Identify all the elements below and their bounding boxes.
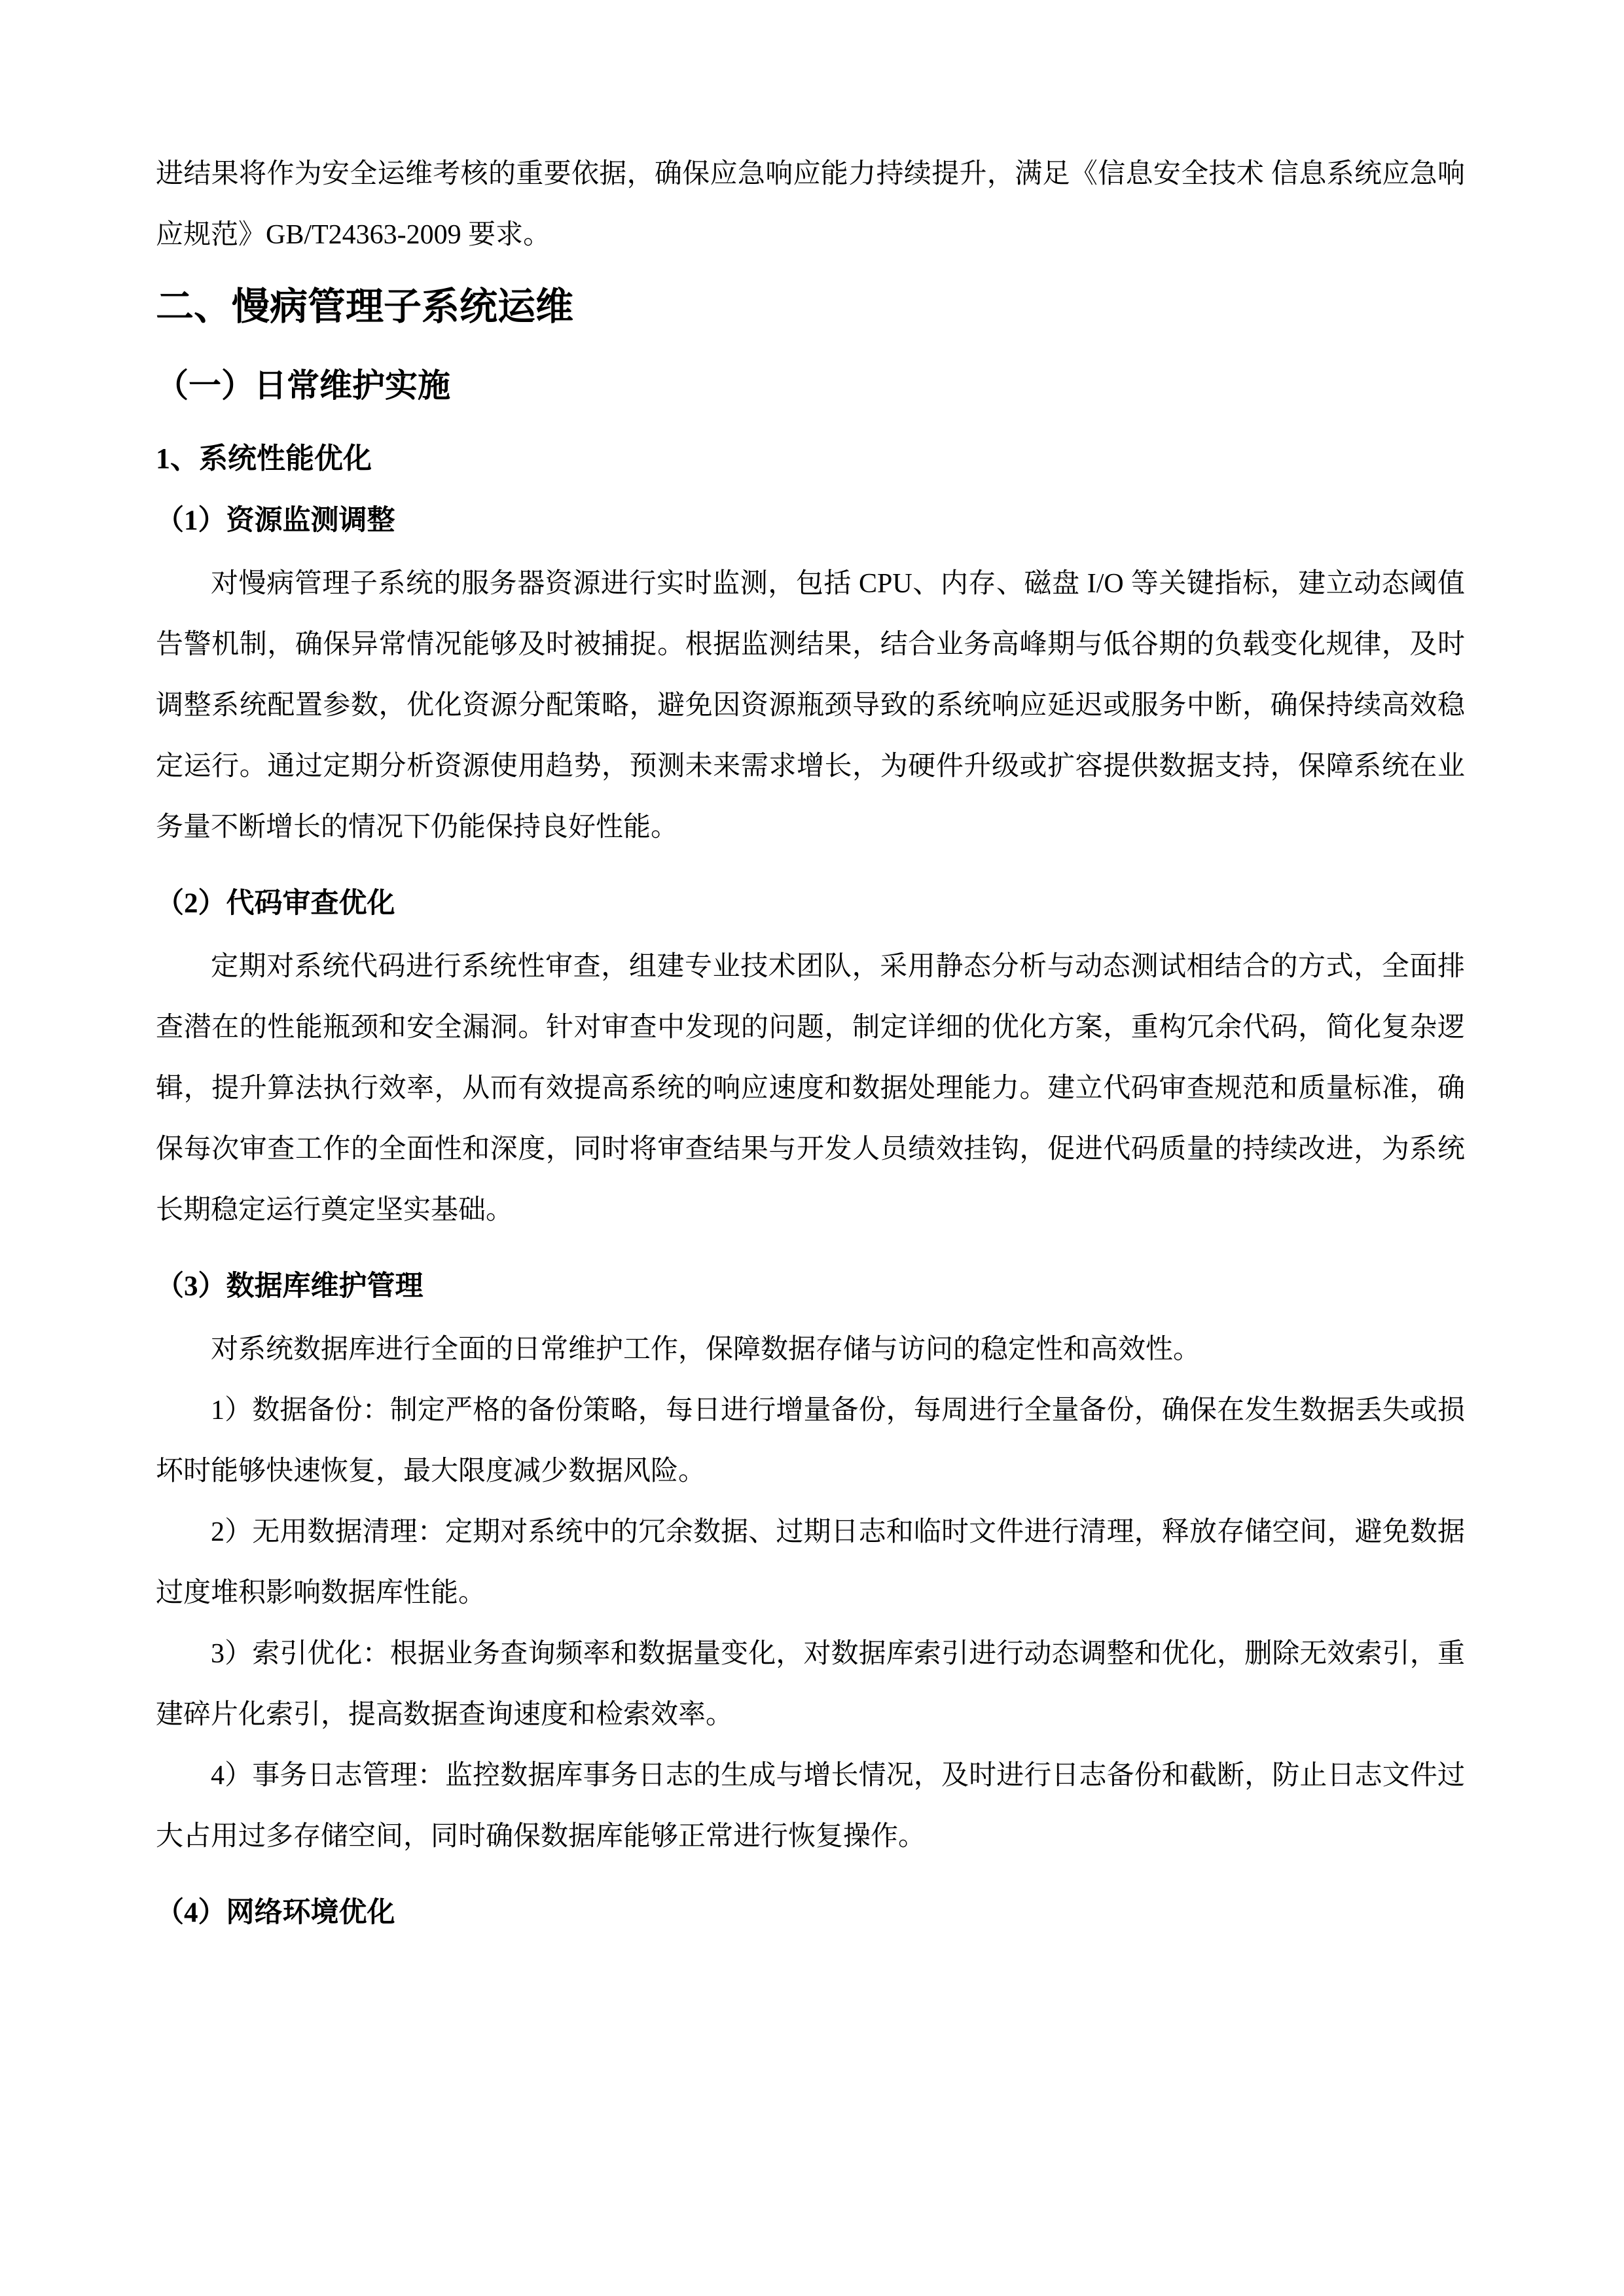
topic3-item-1: 1）数据备份：制定严格的备份策略，每日进行增量备份，每周进行全量备份，确保在发生数据丢失或损坏时能够快速恢复，最大限度减少数据风险。 [156,1395,1465,1486]
continuation-paragraph: 进结果将作为安全运维考核的重要依据，确保应急响应能力持续提升，满足《信息安全技术 信息系统应急响应规范》GB/T24363-2009 要求。 [156,159,1465,250]
chapter-heading: 二、慢病管理子系统运维 [156,285,574,328]
section-heading: （一）日常维护实施 [156,367,450,404]
topic3-intro-paragraph: 对系统数据库进行全面的日常维护工作，保障数据存储与访问的稳定性和高效性。 [211,1335,1201,1365]
topic3-item-2: 2）无用数据清理：定期对系统中的冗余数据、过期日志和临时文件进行清理，释放存储空间，避免数据过度堆积影响数据库性能。 [156,1517,1465,1608]
topic3-item-4: 4）事务日志管理：监控数据库事务日志的生成与增长情况，及时进行日志备份和截断，防止日志文件过大占用过多存储空间，同时确保数据库能够正常进行恢复操作。 [156,1761,1465,1852]
topic4-heading: （4）网络环境优化 [156,1897,395,1928]
topic1-paragraph: 对慢病管理子系统的服务器资源进行实时监测，包括 CPU、内存、磁盘 I/O 等关键指标，建立动态阈值告警机制，确保异常情况能够及时被捕捉。根据监测结果，结合业务高峰期与低谷期的负载变化规律，及时调整系统配置参数，优化资源分配策略，避免因资源瓶颈导致的系统响应延迟或服务中断，确保持续高效稳定运行。通过定期分析资源使用趋势，预测未来需求增长，为硬件升级或扩容提供数据支持，保障系统在业务量不断增长的情况下仍能保持良好性能。 [156,569,1465,842]
subsection-heading: 1、系统性能优化 [156,442,372,475]
topic1-heading: （1）资源监测调整 [156,505,395,536]
topic2-paragraph: 定期对系统代码进行系统性审查，组建专业技术团队，采用静态分析与动态测试相结合的方式，全面排查潜在的性能瓶颈和安全漏洞。针对审查中发现的问题，制定详细的优化方案，重构冗余代码，简化复杂逻辑，提升算法执行效率，从而有效提高系统的响应速度和数据处理能力。建立代码审查规范和质量标准，确保每次审查工作的全面性和深度，同时将审查结果与开发人员绩效挂钩，促进代码质量的持续改进，为系统长期稳定运行奠定坚实基础。 [156,952,1465,1225]
topic3-heading: （3）数据库维护管理 [156,1271,424,1302]
topic3-item-3: 3）索引优化：根据业务查询频率和数据量变化，对数据库索引进行动态调整和优化，删除无效索引，重建碎片化索引，提高数据查询速度和检索效率。 [156,1639,1465,1730]
topic2-heading: （2）代码审查优化 [156,888,395,919]
